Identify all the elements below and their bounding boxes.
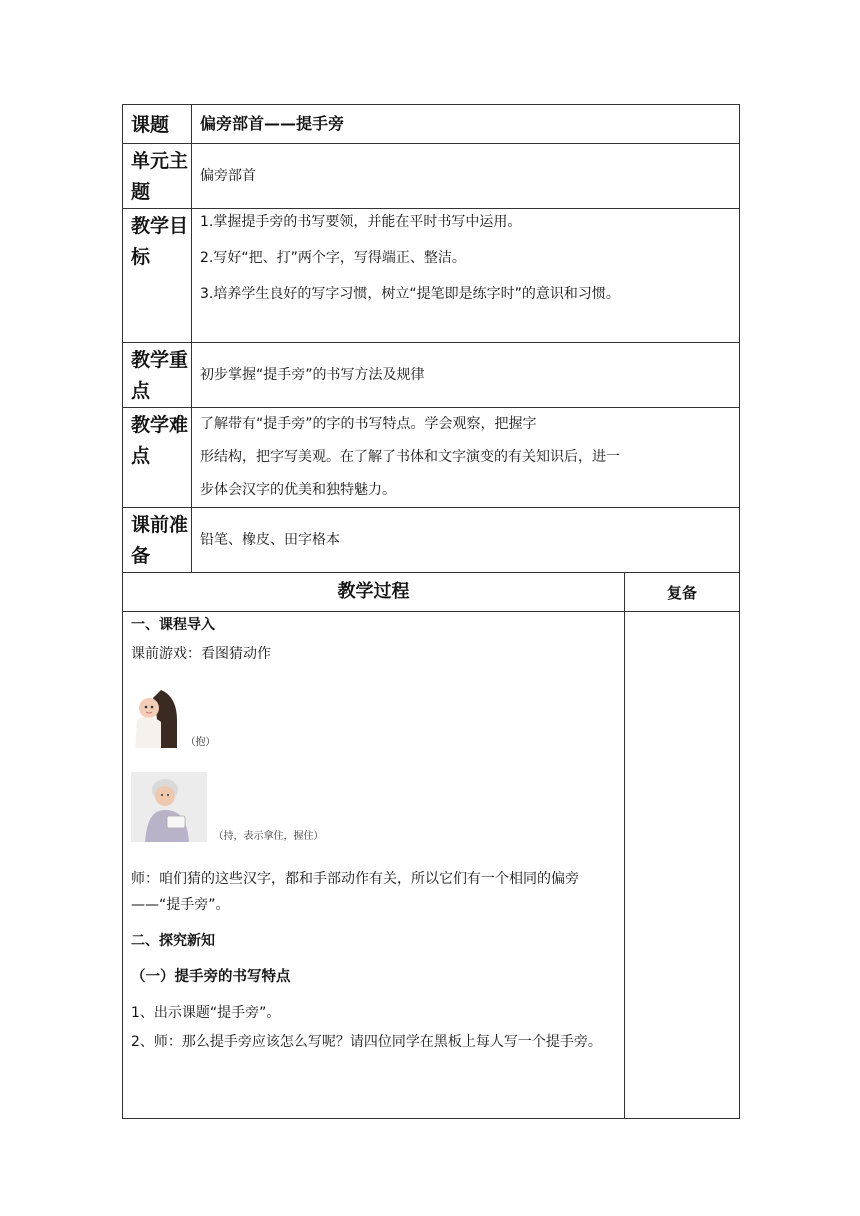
row-process-body xyxy=(123,612,740,1119)
difficulty-line: 步体会汉字的优美和独特魅力。 xyxy=(200,482,396,498)
label-unit: 单元主题 xyxy=(123,144,192,209)
picture-row-2 xyxy=(131,772,618,842)
label-difficulty: 教学难点 xyxy=(123,408,192,508)
row-focus xyxy=(123,343,740,408)
process-content xyxy=(123,612,625,1119)
value-focus: 初步掌握“提手旁”的书写方法及规律 xyxy=(192,343,740,408)
step-1: 1、出示课题“提手旁”。 xyxy=(131,1005,281,1021)
difficulty-line: 形结构，把字写美观。在了解了书体和文字演变的有关知识后，进一 xyxy=(200,449,620,465)
label-goals: 教学目标 xyxy=(123,209,192,343)
mother-baby-photo xyxy=(131,690,179,748)
row-process-header xyxy=(123,573,740,612)
fubei-column xyxy=(625,612,740,1119)
label-focus: 教学重点 xyxy=(123,343,192,408)
game-instruction: 课前游戏：看图猜动作 xyxy=(131,646,271,662)
process-header: 教学过程 xyxy=(123,573,625,612)
value-unit: 偏旁部首 xyxy=(192,144,740,209)
subsection-heading: （一）提手旁的书写特点 xyxy=(131,969,291,985)
teacher-note: 师：咱们猜的这些汉字，都和手部动作有关，所以它们有一个相同的偏旁——“提手旁”。 xyxy=(131,871,579,913)
value-goals xyxy=(192,209,740,343)
row-unit xyxy=(123,144,740,209)
goal-item: 1.掌握提手旁的书写要领，并能在平时书写中运用。 xyxy=(200,214,522,230)
goal-item: 3.培养学生良好的写字习惯，树立“提笔即是练字时”的意识和习惯。 xyxy=(200,286,620,302)
row-goals xyxy=(123,209,740,343)
row-difficulty xyxy=(123,408,740,508)
value-topic: 偏旁部首——提手旁 xyxy=(192,105,740,144)
section-explore-heading: 二、探究新知 xyxy=(131,933,215,949)
value-difficulty xyxy=(192,408,740,508)
label-prep: 课前准备 xyxy=(123,508,192,573)
step-2: 2、师：那么提手旁应该怎么写呢？请四位同学在黑板上每人写一个提手旁。 xyxy=(131,1034,602,1050)
picture-caption-2: （持，表示拿住，握住） xyxy=(213,831,324,842)
row-topic xyxy=(123,105,740,144)
lesson-plan-table xyxy=(122,104,740,1119)
row-prep xyxy=(123,508,740,573)
picture-row-1 xyxy=(131,690,618,750)
fubei-header: 复备 xyxy=(625,573,740,612)
difficulty-line: 了解带有“提手旁”的字的书写特点。学会观察，把握字 xyxy=(200,416,537,432)
label-topic: 课题 xyxy=(123,105,192,144)
picture-caption-1: （抱） xyxy=(185,737,216,748)
elderly-woman-photo xyxy=(131,772,207,842)
goal-item: 2.写好“把、打”两个字，写得端正、整洁。 xyxy=(200,250,466,266)
section-intro-heading: 一、课程导入 xyxy=(131,617,215,633)
value-prep: 铅笔、橡皮、田字格本 xyxy=(192,508,740,573)
